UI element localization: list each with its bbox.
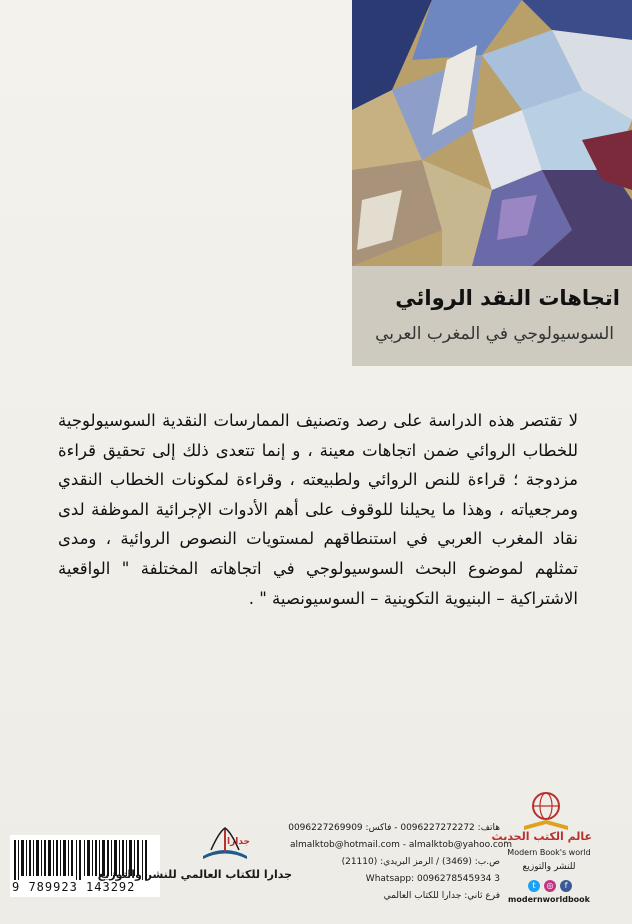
contact-branch: فرع ثاني: جدارا للكتاب العالمي — [383, 891, 500, 901]
contact-postal: ص.ب: (3469) / الرمز البريدي: (21110) — [341, 857, 500, 867]
jadara-logo-text: جدارا — [227, 837, 251, 847]
publisher-contacts — [288, 820, 513, 905]
book-title: اتجاهات النقد الروائي — [395, 286, 620, 310]
back-cover-blurb — [58, 406, 578, 613]
modern-world-domain: modernworldbook — [508, 895, 590, 904]
modern-world-tagline: للنشر والتوزيع — [522, 862, 576, 872]
book-subtitle: السوسيولوجي في المغرب العربي — [375, 324, 614, 344]
twitter-icon: t — [528, 880, 540, 892]
modern-world-english-name: Modern Book's world — [507, 848, 591, 857]
social-icons — [524, 880, 576, 892]
instagram-icon: ◎ — [544, 880, 556, 892]
cover-painting — [352, 0, 632, 266]
contact-whatsapp: Whatsapp: 0096278545934 3 — [365, 874, 500, 884]
modern-world-logo-icon — [516, 790, 576, 832]
blurb-paragraph: لا تقتصر هذه الدراسة على رصد وتصنيف الممارسات النقدية السوسيولوجية للخطاب الروائي ضمن اتجاهات معينة ، و إنما تتعدى ذلك إلى تحقيق قراءة مزدوجة ؛ قراءة للنص الروائي ولطبيعته ، وقراءة لمكونات الخطاب النقدي ومرجعياته ، وهذا ما يحيلنا للوقوف على أهم الأدوات الإجرائية الموظفة لدى نقاد المغرب العربي في استنطاقهم لمستويات النصوص الروائية ، ومدى تمثلهم لموضوع البحث السوسيولوجي في اتجاهاته المختلفة " الواقعية الاشتراكية – البنيوية التكوينية – السوسيونصية " . — [58, 411, 578, 608]
jadara-publisher-name: جدارا للكتاب العالمي للنشر والتوزيع — [97, 868, 292, 881]
title-band — [352, 266, 632, 366]
contact-email: almalktob@hotmail.com - almalktob@yahoo.com — [290, 840, 513, 850]
isbn-number: 9 789923 143292 — [12, 880, 136, 894]
contact-phone: هاتف: 0096227272272 - فاكس: 0096227269909 — [288, 823, 500, 833]
jadara-logo-icon — [197, 822, 253, 862]
modern-world-arabic-name: عالم الكتب الحديث — [491, 830, 592, 843]
facebook-icon: f — [560, 880, 572, 892]
